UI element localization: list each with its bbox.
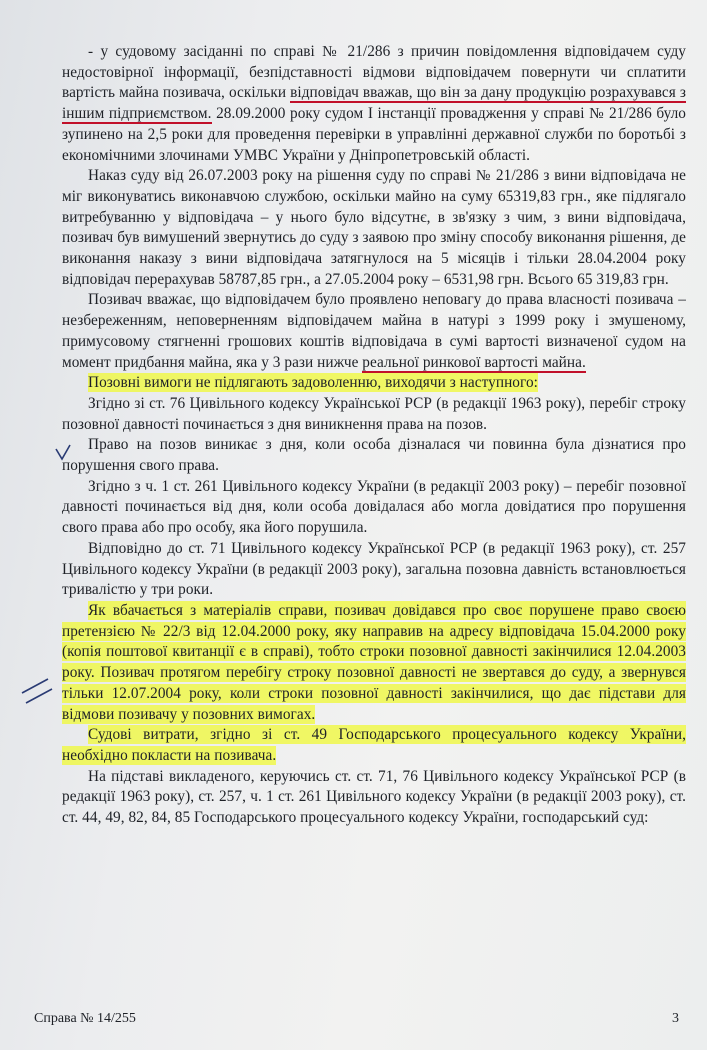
- text-run: Згідно з ч. 1 ст. 261 Цивільного кодексу України (в редакції 2003 року) – перебіг позовної давності починається від дня, коли особа довідалася або могла довідатися про порушення свого права або про особу, яка його порушила.: [62, 477, 686, 537]
- paragraph: [62, 42, 686, 166]
- paragraph: [62, 435, 686, 476]
- paragraph: [62, 725, 686, 766]
- paragraph: [62, 539, 686, 601]
- paragraph: [62, 166, 686, 290]
- paragraph: [62, 373, 686, 394]
- document-body: [62, 42, 686, 829]
- highlighted-text: Судові витрати, згідно зі ст. 49 Господарського процесуального кодексу України, необхідно покласти на позивача.: [62, 726, 686, 764]
- text-run: - у судовому засіданні по справі № 21/286 з причин повідомлення відповідачем суду недостовірної інформації, безпідставності відмови відповідачем повернути чи сплатити вартість майна позивача, оскільки: [62, 43, 686, 102]
- underlined-text: реальної ринкової вартості майна.: [362, 353, 586, 371]
- paragraph: [62, 477, 686, 539]
- case-number: Справа № 14/255: [34, 1011, 136, 1026]
- margin-slash-icon: [22, 679, 52, 703]
- paragraph: [62, 601, 686, 725]
- text-run: На підставі викладеного, керуючись ст. ст. 71, 76 Цивільного кодексу Української РСР (в редакції 1963 року), ст. 257, ч. 1 ст. 261 Цивільного кодексу України (в редакції 2003 року), ст. ст. 44, 49, 82, 84, 85 Господарського процесуального кодексу України, господарський суд:: [62, 767, 686, 827]
- text-run: Згідно зі ст. 76 Цивільного кодексу Української РСР (в редакції 1963 року), перебіг строку позовної давності починається з дня виникнення права на позов.: [62, 394, 686, 433]
- text-run: 28.09.2000 року судом І інстанції провадження у справі № 21/286 було зупинено на 2,5 роки для проведення перевірки в управлінні державної служби по боротьбі з економічними злочинами УМВС України у Дніпропетровській області.: [62, 105, 686, 164]
- text-run: Наказ суду від 26.07.2003 року на рішення суду по справі № 21/286 з вини відповідача не міг виконуватись виконавчою службою, оскільки майно на суму 65319,83 грн., яке підлягало витребуванню у відповідача – у нього було відсутнє, в зв'язку з чим, з вини відповідача, позивач був вимушений звернутись до суду з заявою про зміну способу виконання рішення, де виконання наказу з вини відповідача затягнулося на 5 місяців і тільки 28.04.2004 року відповідач перерахував 58787,85 грн., а 27.05.2004 року – 6531,98 грн. Всього 65 319,83 грн.: [62, 167, 686, 288]
- paragraph: [62, 290, 686, 373]
- text-run: Відповідно до ст. 71 Цивільного кодексу Української РСР (в редакції 1963 року), ст. 257 Цивільного кодексу України (в редакції 2003 року), загальна позовна давність встановлюється тривалістю у три роки.: [62, 539, 686, 599]
- text-run: Право на позов виникає з дня, коли особа дізналася чи повинна була дізнатися про порушення свого права.: [62, 436, 686, 475]
- paragraph: [62, 767, 686, 829]
- page-number: 3: [672, 1011, 679, 1026]
- paragraph: [62, 394, 686, 435]
- underlined-text: відповідач вважав, що він за дану продукцію розрахувався з іншим підприємством.: [62, 84, 686, 123]
- text-run: Позивач вважає, що відповідачем було проявлено неповагу до права власності позивача – незбереженням, неповерненням відповідачем майна в натурі з 1999 року і змушеному, примусовому стягненні грошових коштів відповідача в сумі вартості визначеної судом на момент придбання майна, яка у 3 рази нижче: [62, 291, 686, 371]
- highlighted-text: Позовні вимоги не підлягають задоволенню, виходячи з наступного:: [88, 374, 538, 392]
- highlighted-text: Як вбачається з матеріалів справи, позивач довідався про своє порушене право своєю претензією № 22/3 від 12.04.2000 року, яку направив на адресу відповідача 15.04.2000 року (копія поштової квитанції є в справі), тобто строки позовної давності закінчилися 12.04.2003 року. Позивач протягом перебігу строку позовної давності не звертався до суду, а звернувся тільки 12.07.2004 року, коли строки позовної давності закінчилися, що дає підстави для відмови позивачу у позовних вимогах.: [62, 601, 686, 723]
